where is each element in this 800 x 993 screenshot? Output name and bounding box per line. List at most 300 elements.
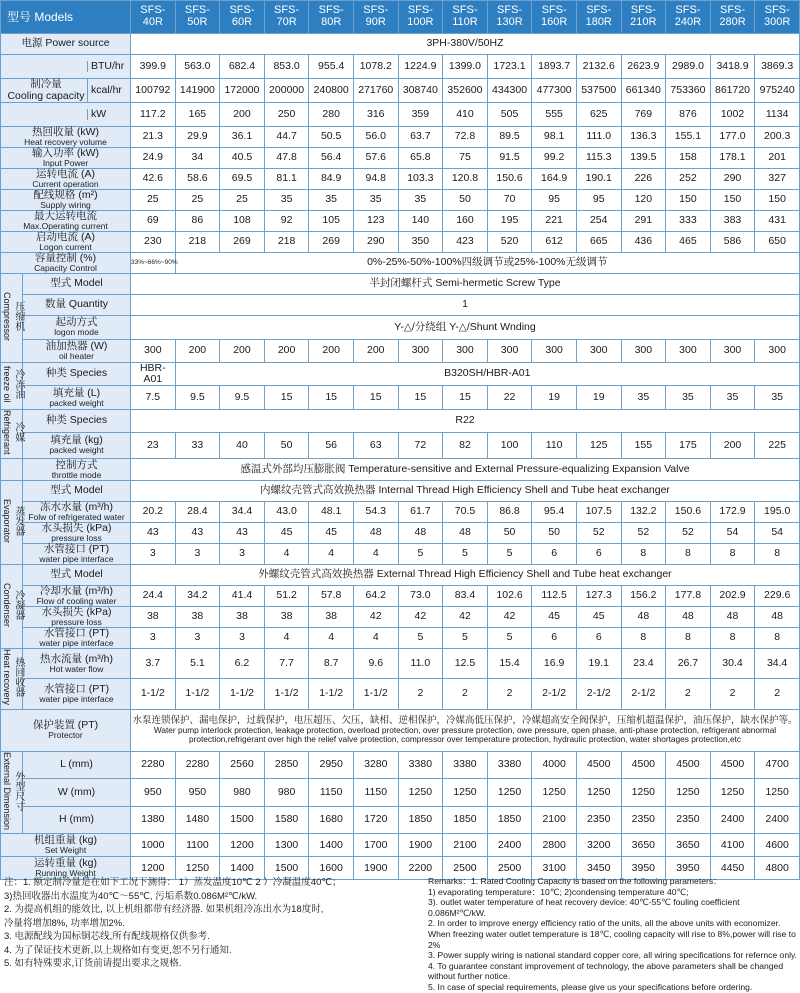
dimension-H-value: 1850 xyxy=(443,806,488,834)
set-weight-row xyxy=(1,834,800,857)
max-current-row xyxy=(1,211,800,232)
heat-recovery-row xyxy=(1,127,800,148)
evaporator-loss-label-zh: 水头损失 (kPa) xyxy=(41,522,112,535)
oil-weight-value: 19 xyxy=(532,385,577,409)
dimension-W-value: 1250 xyxy=(487,779,532,807)
heat-recovery-row-value: 155.1 xyxy=(666,127,711,148)
condenser-loss-row xyxy=(1,607,800,628)
evaporator-pipe-value: 5 xyxy=(487,544,532,565)
throttle-row xyxy=(1,459,800,481)
capacity-control-label xyxy=(1,253,131,274)
condenser-pipe-value: 4 xyxy=(353,628,398,649)
oil-weight-value: 9.5 xyxy=(220,385,265,409)
current-operation-row-label xyxy=(1,169,131,190)
oil-weight-row xyxy=(1,385,800,409)
heat-recovery-flow-value: 30.4 xyxy=(710,649,755,679)
model-header: SFS-80R xyxy=(309,1,354,34)
dimension-H-value: 2100 xyxy=(532,806,577,834)
note-cn-line: 3)热回收器出水温度为40℃～55℃, 污垢系数0.086M²℃/kW. xyxy=(4,890,258,902)
refrigerant-group-en: Refrigerant xyxy=(1,409,12,455)
dimension-L-value: 4500 xyxy=(621,751,666,779)
dimension-L-label: L (mm) xyxy=(23,751,131,779)
input-power-row-value: 201 xyxy=(755,148,800,169)
protector-label-en: Protector xyxy=(48,730,83,741)
cooling-kcal-row-value: 753360 xyxy=(666,79,711,103)
evaporator-loss-value: 43 xyxy=(220,523,265,544)
condenser-loss-value: 42 xyxy=(443,607,488,628)
compressor-group xyxy=(1,273,23,362)
condenser-pipe-value: 8 xyxy=(710,628,755,649)
heat-recovery-pipe-label-en: water pipe interface xyxy=(39,693,114,704)
condenser-pipe-value: 5 xyxy=(443,628,488,649)
input-power-row-label-zh: 输入功率 (kW) xyxy=(31,147,100,160)
evaporator-model-row xyxy=(1,481,800,502)
condenser-pipe-value: 8 xyxy=(621,628,666,649)
throttle-label-zh: 控制方式 xyxy=(55,458,98,471)
condenser-pipe-value: 5 xyxy=(487,628,532,649)
dimension-H-label: H (mm) xyxy=(23,806,131,834)
heat-recovery-pipe-value: 2 xyxy=(487,679,532,709)
compressor-heater-value: 300 xyxy=(443,339,488,362)
cooling-btu-row-value: 955.4 xyxy=(309,55,354,79)
condenser-group xyxy=(1,565,23,649)
current-operation-row-label-zh: 运转电流 (A) xyxy=(36,168,95,181)
cooling-kw-row-value: 359 xyxy=(398,103,443,127)
capacity-control-label-en: Capacity Control xyxy=(34,263,97,274)
condenser-flow-value: 202.9 xyxy=(710,586,755,607)
max-current-row-value: 221 xyxy=(532,211,577,232)
condenser-pipe-value: 5 xyxy=(398,628,443,649)
cooling-btu-row-value: 3869.3 xyxy=(755,55,800,79)
compressor-quantity-label: 数量 Quantity xyxy=(23,294,131,315)
running-weight-row-value: 1500 xyxy=(264,857,309,880)
oil-group-text xyxy=(1,366,24,403)
compressor-heater-value: 300 xyxy=(666,339,711,362)
oil-group-zh: 冷冻油 xyxy=(12,369,24,400)
max-current-row-value: 160 xyxy=(443,211,488,232)
cooling-kcal-row-unit: kcal/hr xyxy=(87,79,130,101)
refrigerant-species-label: 种类 Species xyxy=(23,409,131,432)
note-cn-line: 2. 为提高机组的能效比, 以上机组都带有经济器. 如果机组冷冻出水为18度时, xyxy=(4,904,324,915)
compressor-heater-value: 200 xyxy=(309,339,354,362)
evaporator-flow-value: 195.0 xyxy=(755,502,800,523)
set-weight-row-value: 1000 xyxy=(131,834,176,857)
set-weight-row-label-en: Set Weight xyxy=(44,845,87,856)
logon-current-row-value: 465 xyxy=(666,232,711,253)
heat-recovery-flow-value: 26.7 xyxy=(666,649,711,679)
heat-recovery-row-value: 56.0 xyxy=(353,127,398,148)
cooling-kw-row-value: 625 xyxy=(576,103,621,127)
input-power-row-label xyxy=(1,148,131,169)
cooling-btu-row-label xyxy=(1,55,131,79)
heat-recovery-row-value: 29.9 xyxy=(175,127,220,148)
running-weight-row-value: 3950 xyxy=(666,857,711,880)
compressor-heater-value: 300 xyxy=(487,339,532,362)
evaporator-flow-value: 70.5 xyxy=(443,502,488,523)
dimension-H-value: 2350 xyxy=(576,806,621,834)
logon-current-row-value: 218 xyxy=(175,232,220,253)
input-power-row-value: 57.6 xyxy=(353,148,398,169)
cooling-kw-row-value: 1134 xyxy=(755,103,800,127)
evaporator-pipe-value: 3 xyxy=(175,544,220,565)
refrigerant-weight-value: 200 xyxy=(710,432,755,458)
condenser-loss-value: 42 xyxy=(398,607,443,628)
refrigerant-weight-label-zh: 填充量 (kg) xyxy=(50,434,103,447)
set-weight-row-value: 1300 xyxy=(264,834,309,857)
condenser-group-zh: 冷凝器 xyxy=(12,589,24,620)
cooling-kcal-row-label-inner xyxy=(1,79,130,101)
cooling-btu-row-value: 2132.6 xyxy=(576,55,621,79)
dimension-W-value: 1250 xyxy=(398,779,443,807)
current-operation-row-value: 327 xyxy=(755,169,800,190)
capacity-control-value: 0%-25%-50%-100%四级调节或25%-100%无级调节 xyxy=(175,253,799,274)
oil-species-first: HBR-A01 xyxy=(131,362,176,385)
cooling-kcal-row-value: 200000 xyxy=(264,79,309,103)
heat-recovery-row-value: 98.1 xyxy=(532,127,577,148)
condenser-flow-value: 83.4 xyxy=(443,586,488,607)
dimension-L-value: 4500 xyxy=(576,751,621,779)
dimension-group-text xyxy=(1,752,24,830)
input-power-row xyxy=(1,148,800,169)
model-header: SFS-60R xyxy=(220,1,265,34)
evaporator-flow-label-en: Folw of refrigerated water xyxy=(28,512,125,523)
condenser-flow-value: 24.4 xyxy=(131,586,176,607)
max-current-row-value: 92 xyxy=(264,211,309,232)
cooling-kcal-row xyxy=(1,79,800,103)
capacity-control-label-zh: 容量控制 (%) xyxy=(34,252,97,264)
heat-recovery-row-value: 63.7 xyxy=(398,127,443,148)
supply-wiring-row-value: 35 xyxy=(353,190,398,211)
dimension-L-value: 4500 xyxy=(710,751,755,779)
note-cn-line: 冷量将增加8%, 功率增加2%. xyxy=(4,917,125,929)
note-en-line: Remarks：1. Rated Cooling Capacity is based on the following parameters： xyxy=(428,876,722,886)
max-current-row-value: 383 xyxy=(710,211,755,232)
oil-group xyxy=(1,362,23,409)
cooling-kcal-row-value: 352600 xyxy=(443,79,488,103)
input-power-row-value: 115.3 xyxy=(576,148,621,169)
supply-wiring-row-value: 120 xyxy=(621,190,666,211)
current-operation-row-value: 58.6 xyxy=(175,169,220,190)
condenser-group-en: Condenser xyxy=(1,582,12,627)
set-weight-row-value: 1900 xyxy=(398,834,443,857)
model-header: SFS-110R xyxy=(443,1,488,34)
heat-recovery-group-text xyxy=(1,649,24,705)
evaporator-flow-value: 43.0 xyxy=(264,502,309,523)
heat-recovery-row-value: 44.7 xyxy=(264,127,309,148)
heat-recovery-row-value: 136.3 xyxy=(621,127,666,148)
heat-recovery-pipe-label-zh: 水管接口 (PT) xyxy=(43,682,110,695)
model-header: SFS-90R xyxy=(353,1,398,34)
cooling-btu-row-value: 1893.7 xyxy=(532,55,577,79)
condenser-flow-label-en: Flow of cooling water xyxy=(36,596,117,607)
current-operation-row-value: 252 xyxy=(666,169,711,190)
notes-english xyxy=(428,876,798,993)
evaporator-flow-label-zh: 冻水水量 (m³/h) xyxy=(40,501,113,514)
cooling-kw-row-value: 769 xyxy=(621,103,666,127)
model-header: SFS-40R xyxy=(131,1,176,34)
heat-recovery-flow-label-zh: 热水流量 (m³/h) xyxy=(40,652,113,665)
input-power-row-value: 65.8 xyxy=(398,148,443,169)
max-current-row-value: 105 xyxy=(309,211,354,232)
supply-wiring-row-value: 50 xyxy=(443,190,488,211)
dimension-group-en: External Dimension xyxy=(1,751,12,830)
heat-recovery-group-zh: 热回收器 xyxy=(12,657,24,698)
power-label: 电源 Power source xyxy=(1,34,131,55)
refrigerant-weight-value: 100 xyxy=(487,432,532,458)
evaporator-pipe-value: 4 xyxy=(309,544,354,565)
dimension-group xyxy=(1,751,23,834)
logon-current-row-value: 269 xyxy=(309,232,354,253)
refrigerant-weight-value: 225 xyxy=(755,432,800,458)
evaporator-flow-value: 48.1 xyxy=(309,502,354,523)
oil-species-label: 种类 Species xyxy=(23,362,131,385)
cooling-kcal-row-value: 308740 xyxy=(398,79,443,103)
cooling-btu-row-value: 563.0 xyxy=(175,55,220,79)
compressor-start-label-zh: 起动方式 xyxy=(55,316,98,329)
input-power-row-value: 34 xyxy=(175,148,220,169)
supply-wiring-row-value: 35 xyxy=(264,190,309,211)
protector-label-zh: 保护装置 (PT) xyxy=(32,719,99,732)
dimension-H-value: 1850 xyxy=(487,806,532,834)
dimension-W-row xyxy=(1,779,800,807)
heat-recovery-pipe-value: 2 xyxy=(666,679,711,709)
set-weight-row-value: 1400 xyxy=(309,834,354,857)
evaporator-flow-value: 95.4 xyxy=(532,502,577,523)
condenser-pipe-value: 4 xyxy=(309,628,354,649)
input-power-row-value: 47.8 xyxy=(264,148,309,169)
compressor-heater-row xyxy=(1,339,800,362)
note-en-line: 2. In order to improve energy efficiency ratio of the units, all the above units with economizer. xyxy=(428,918,781,929)
max-current-row-value: 195 xyxy=(487,211,532,232)
refrigerant-weight-value: 110 xyxy=(532,432,577,458)
supply-wiring-row xyxy=(1,190,800,211)
oil-weight-value: 9.5 xyxy=(175,385,220,409)
supply-wiring-row-value: 25 xyxy=(131,190,176,211)
running-weight-row-value: 1200 xyxy=(131,857,176,880)
evaporator-flow-label xyxy=(23,502,131,523)
dimension-W-value: 1250 xyxy=(576,779,621,807)
compressor-quantity-row xyxy=(1,294,800,315)
dimension-W-label: W (mm) xyxy=(23,779,131,807)
input-power-row-value: 91.5 xyxy=(487,148,532,169)
condenser-model-value: 外螺纹壳管式高效换热器 External Thread High Efficiency Shell and Tube heat exchanger xyxy=(131,565,800,586)
cooling-kcal-row-label xyxy=(1,79,131,103)
oil-weight-value: 15 xyxy=(353,385,398,409)
note-cn-line: 注：1. 额定制冷量是在如下工况下测得： 1）蒸发温度10℃ 2 ）冷凝温度40℃； xyxy=(4,877,342,888)
heat-recovery-pipe-row xyxy=(1,679,800,709)
current-operation-row-value: 120.8 xyxy=(443,169,488,190)
logon-current-row-value: 269 xyxy=(220,232,265,253)
condenser-pipe-label xyxy=(23,628,131,649)
oil-weight-label xyxy=(23,385,131,409)
max-current-row-label-en: Max.Operating current xyxy=(23,221,108,232)
dimension-L-value: 3380 xyxy=(398,751,443,779)
current-operation-row-value: 190.1 xyxy=(576,169,621,190)
dimension-W-value: 1250 xyxy=(443,779,488,807)
dimension-L-value: 4700 xyxy=(755,751,800,779)
evaporator-pipe-value: 8 xyxy=(710,544,755,565)
input-power-row-value: 158 xyxy=(666,148,711,169)
heat-recovery-pipe-value: 1-1/2 xyxy=(220,679,265,709)
heat-recovery-flow-value: 6.2 xyxy=(220,649,265,679)
running-weight-row-value: 2500 xyxy=(487,857,532,880)
note-en-line: 3). outlet water temperature of heat recovery device: 40℃-55℃ fouling coefficient 0.086M²℃/kW. xyxy=(428,897,740,918)
logon-current-row-value: 612 xyxy=(532,232,577,253)
model-header: SFS-50R xyxy=(175,1,220,34)
max-current-row-value: 123 xyxy=(353,211,398,232)
refrigerant-weight-value: 155 xyxy=(621,432,666,458)
supply-wiring-row-value: 25 xyxy=(175,190,220,211)
set-weight-row-value: 4100 xyxy=(710,834,755,857)
oil-weight-value: 7.5 xyxy=(131,385,176,409)
input-power-row-value: 139.5 xyxy=(621,148,666,169)
capacity-control-first: 33%~66%~90% xyxy=(131,253,176,274)
refrigerant-species-value: R22 xyxy=(131,409,800,432)
cooling-kcal-row-value: 172000 xyxy=(220,79,265,103)
throttle-value: 感温式外部均压膨胀阀 Temperature-sensitive and External Pressure-equalizing Expansion Valve xyxy=(131,459,800,481)
evaporator-flow-value: 34.4 xyxy=(220,502,265,523)
compressor-heater-value: 200 xyxy=(175,339,220,362)
max-current-row-value: 431 xyxy=(755,211,800,232)
supply-wiring-row-value: 95 xyxy=(532,190,577,211)
condenser-flow-value: 229.6 xyxy=(755,586,800,607)
set-weight-row-label-zh: 机组重量 (kg) xyxy=(34,834,97,847)
refrigerant-weight-value: 33 xyxy=(175,432,220,458)
dimension-H-value: 1580 xyxy=(264,806,309,834)
dimension-L-value: 3380 xyxy=(443,751,488,779)
current-operation-row-label-en: Current operation xyxy=(32,179,99,190)
condenser-pipe-value: 8 xyxy=(666,628,711,649)
condenser-loss-label-en: pressure loss xyxy=(51,617,102,628)
cooling-kw-row-value: 280 xyxy=(309,103,354,127)
heat-recovery-row-value: 200.3 xyxy=(755,127,800,148)
oil-weight-value: 15 xyxy=(264,385,309,409)
model-header: SFS-300R xyxy=(755,1,800,34)
input-power-row-value: 99.2 xyxy=(532,148,577,169)
running-weight-row-value: 2200 xyxy=(398,857,443,880)
condenser-flow-value: 112.5 xyxy=(532,586,577,607)
logon-current-row-value: 423 xyxy=(443,232,488,253)
cooling-btu-row-unit: BTU/hr xyxy=(87,61,130,72)
evaporator-pipe-value: 8 xyxy=(666,544,711,565)
cooling-kcal-row-value: 975240 xyxy=(755,79,800,103)
protector-text-en: Water pump interlock protection, leakage protection, overload protection, over pressure protection, owe pressure, open phase, anti-phase protection, refrigerant abnormal protection,refrigerant over high the relief valve protection, compressor over temperature protection, hydraulic protection, water shortages protection,etc xyxy=(153,725,777,745)
condenser-group-text xyxy=(1,583,24,627)
cooling-kw-row-value: 1002 xyxy=(710,103,755,127)
compressor-heater-label-en: oil heater xyxy=(59,350,94,361)
dimension-L-value: 2560 xyxy=(220,751,265,779)
evaporator-loss-value: 52 xyxy=(666,523,711,544)
header-row xyxy=(1,1,800,34)
condenser-loss-value: 45 xyxy=(532,607,577,628)
heat-recovery-pipe-value: 1-1/2 xyxy=(264,679,309,709)
heat-recovery-flow-value: 9.6 xyxy=(353,649,398,679)
evaporator-flow-value: 20.2 xyxy=(131,502,176,523)
dimension-group-zh: 外型尺寸 xyxy=(12,770,24,811)
heat-recovery-flow-value: 12.5 xyxy=(443,649,488,679)
cooling-kcal-row-label-left xyxy=(1,79,87,101)
compressor-heater-value: 200 xyxy=(220,339,265,362)
heat-recovery-flow-label-en: Hot water flow xyxy=(49,663,104,674)
max-current-row-value: 69 xyxy=(131,211,176,232)
running-weight-row-value: 3950 xyxy=(621,857,666,880)
compressor-group-text xyxy=(1,292,24,341)
refrigerant-group xyxy=(1,409,23,458)
evaporator-flow-value: 107.5 xyxy=(576,502,621,523)
evaporator-loss-value: 43 xyxy=(131,523,176,544)
cooling-label-zh: 制冷量 xyxy=(30,78,62,91)
cooling-btu-row-value: 1723.1 xyxy=(487,55,532,79)
heat-recovery-pipe-value: 2-1/2 xyxy=(621,679,666,709)
condenser-flow-value: 73.0 xyxy=(398,586,443,607)
evaporator-group-text xyxy=(1,499,24,543)
heat-recovery-pipe-value: 2-1/2 xyxy=(576,679,621,709)
note-en-line: 3. Power supply wiring is national standard copper core, all wiring specifications for refernce only. xyxy=(428,950,798,961)
set-weight-row-value: 2800 xyxy=(532,834,577,857)
refrigerant-weight-value: 23 xyxy=(131,432,176,458)
cooling-btu-row-value: 1399.0 xyxy=(443,55,488,79)
heat-recovery-row-value: 72.8 xyxy=(443,127,488,148)
running-weight-row-value: 4450 xyxy=(710,857,755,880)
cooling-kw-row-value: 555 xyxy=(532,103,577,127)
cooling-btu-row-value: 1078.2 xyxy=(353,55,398,79)
evaporator-loss-value: 52 xyxy=(621,523,666,544)
max-current-row-value: 291 xyxy=(621,211,666,232)
cooling-kw-row-value: 316 xyxy=(353,103,398,127)
cooling-kcal-row-value: 434300 xyxy=(487,79,532,103)
input-power-row-value: 178.1 xyxy=(710,148,755,169)
evaporator-pipe-value: 5 xyxy=(443,544,488,565)
logon-current-row-value: 218 xyxy=(264,232,309,253)
oil-weight-value: 15 xyxy=(309,385,354,409)
capacity-control-row xyxy=(1,253,800,274)
cooling-btu-row-value: 3418.9 xyxy=(710,55,755,79)
oil-weight-value: 35 xyxy=(666,385,711,409)
dimension-H-row xyxy=(1,806,800,834)
compressor-heater-label-zh: 油加热器 (W) xyxy=(45,339,108,352)
refrigerant-weight-value: 50 xyxy=(264,432,309,458)
set-weight-row-label xyxy=(1,834,131,857)
current-operation-row-value: 150.6 xyxy=(487,169,532,190)
refrigerant-weight-value: 125 xyxy=(576,432,621,458)
condenser-pipe-label-zh: 水管接口 (PT) xyxy=(43,627,110,640)
cooling-kw-row-value: 165 xyxy=(175,103,220,127)
heat-recovery-pipe-value: 1-1/2 xyxy=(353,679,398,709)
evaporator-flow-row xyxy=(1,502,800,523)
max-current-row-value: 108 xyxy=(220,211,265,232)
supply-wiring-row-value: 70 xyxy=(487,190,532,211)
compressor-heater-value: 300 xyxy=(131,339,176,362)
heat-recovery-flow-value: 8.7 xyxy=(309,649,354,679)
protector-label xyxy=(1,709,131,751)
dimension-H-value: 1380 xyxy=(131,806,176,834)
power-value: 3PH-380V/50HZ xyxy=(131,34,800,55)
dimension-H-value: 2400 xyxy=(755,806,800,834)
note-en-line: When freezing water outlet temperature is 18℃, cooling capacity will rise to 8%,power will rise to 2% xyxy=(428,928,796,950)
logon-current-row-label-zh: 启动电流 (A) xyxy=(36,231,95,244)
heat-recovery-pipe-value: 2 xyxy=(398,679,443,709)
condenser-flow-value: 34.2 xyxy=(175,586,220,607)
condenser-flow-label-zh: 冷却水量 (m³/h) xyxy=(40,585,113,598)
condenser-pipe-value: 6 xyxy=(576,628,621,649)
dimension-W-value: 980 xyxy=(220,779,265,807)
evaporator-loss-row xyxy=(1,523,800,544)
dimension-W-value: 1250 xyxy=(755,779,800,807)
logon-current-row-value: 436 xyxy=(621,232,666,253)
cooling-kcal-row-value: 661340 xyxy=(621,79,666,103)
cooling-kw-row-value: 505 xyxy=(487,103,532,127)
oil-species-value: B320SH/HBR-A01 xyxy=(175,362,799,385)
